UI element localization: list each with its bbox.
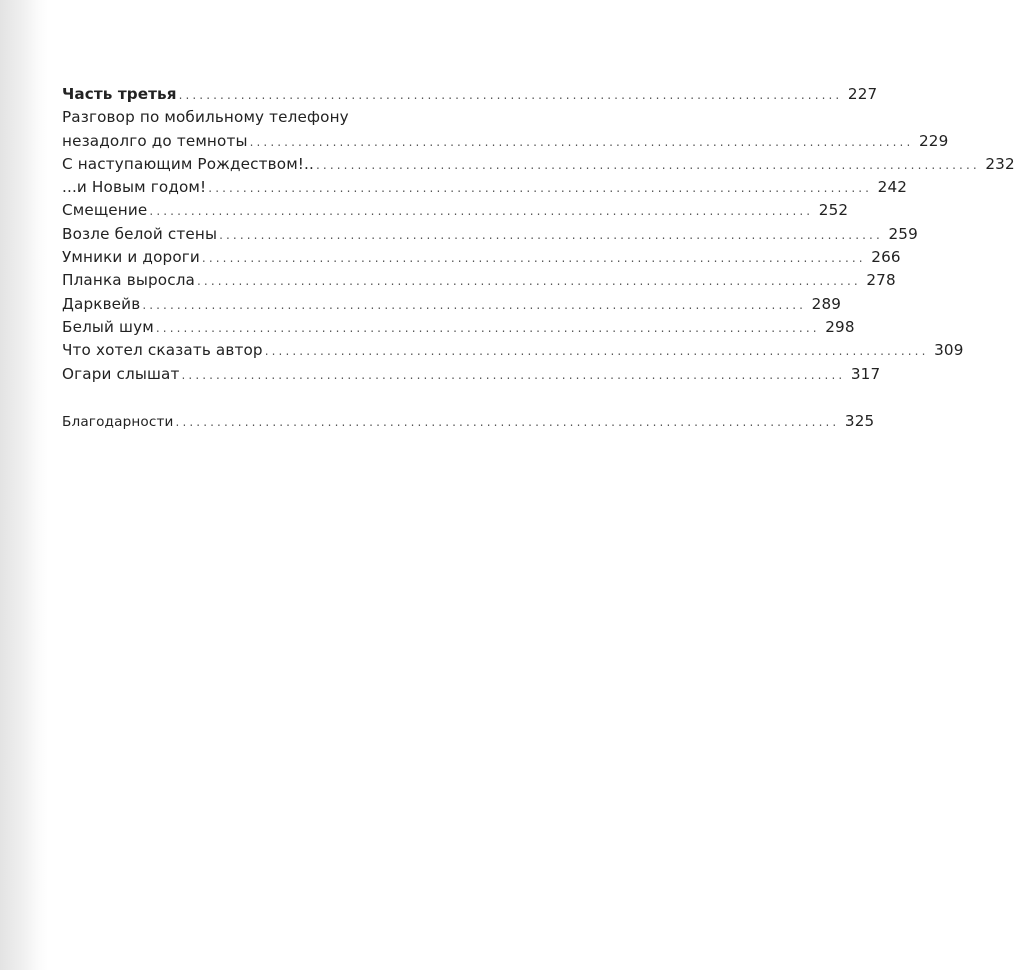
toc-entry[interactable] [62, 363, 881, 386]
dot-leader: ................................................................................................ [175, 414, 840, 429]
toc-title: Что хотел сказать автор [62, 341, 263, 360]
toc-acknowledgments[interactable] [62, 410, 875, 433]
toc-entry[interactable] [62, 339, 964, 362]
dot-leader: ................................................................................................ [155, 320, 820, 335]
dot-leader: ................................................................................................ [149, 204, 814, 219]
dot-leader: ................................................................................................ [264, 344, 929, 359]
toc-entry[interactable] [62, 199, 849, 222]
dot-leader: ................................................................................................ [201, 251, 866, 266]
toc-page-number: 325 [844, 411, 875, 430]
toc-page-number: 266 [871, 248, 901, 267]
toc-page-number: 278 [866, 271, 896, 290]
toc-part-heading[interactable] [62, 83, 878, 106]
toc-page-number: 298 [825, 317, 855, 336]
dot-leader: ................................................................................................ [208, 181, 873, 196]
dot-leader: ................................................................................................ [178, 88, 843, 102]
toc-entry[interactable] [62, 316, 855, 339]
toc-page-number: 227 [847, 85, 878, 103]
toc-title: Благодарности [62, 413, 174, 430]
toc-entry[interactable] [62, 223, 918, 246]
dot-leader: ................................................................................................ [197, 274, 861, 289]
toc-page-number: 252 [818, 201, 849, 220]
toc-page-number: 242 [877, 178, 908, 197]
dot-leader: ................................................................................................ [219, 227, 883, 242]
dot-leader: ................................................................................................ [181, 367, 846, 382]
toc-entry[interactable] [62, 176, 908, 199]
page-edge-shadow [0, 0, 48, 970]
toc-title: Умники и дороги [62, 248, 200, 267]
toc-page-number: 309 [934, 341, 964, 360]
toc-title: незадолго до темноты [62, 131, 248, 150]
toc-title: С наступающим Рождеством!.. [62, 154, 315, 173]
toc-page-number: 289 [811, 294, 842, 313]
toc-page-number: 259 [888, 224, 918, 243]
toc-title: Планка выросла [62, 271, 196, 290]
toc-title: Огари слышат [62, 364, 180, 383]
dot-leader: ................................................................................................ [249, 134, 914, 149]
dot-leader: ................................................................................................ [142, 297, 807, 312]
table-of-contents [62, 83, 1015, 433]
toc-page-number: 232 [985, 154, 1015, 173]
toc-title: Смещение [62, 201, 148, 220]
toc-entry[interactable] [62, 293, 842, 316]
toc-title: Часть третья [62, 85, 177, 103]
toc-title: Дарквейв [62, 294, 141, 313]
toc-page-number: 229 [918, 131, 949, 150]
toc-title: Белый шум [62, 317, 154, 336]
dot-leader: ................................................................................................ [316, 157, 980, 172]
toc-entry[interactable] [62, 153, 1015, 176]
toc-title-line[interactable]: Разговор по мобильному телефону [62, 108, 349, 127]
toc-title: ...и Новым годом! [62, 178, 207, 197]
toc-entry[interactable] [62, 246, 901, 269]
toc-title: Возле белой стены [62, 224, 218, 243]
toc-entry[interactable] [62, 130, 949, 153]
toc-page-number: 317 [850, 364, 881, 383]
toc-entry[interactable] [62, 269, 896, 292]
